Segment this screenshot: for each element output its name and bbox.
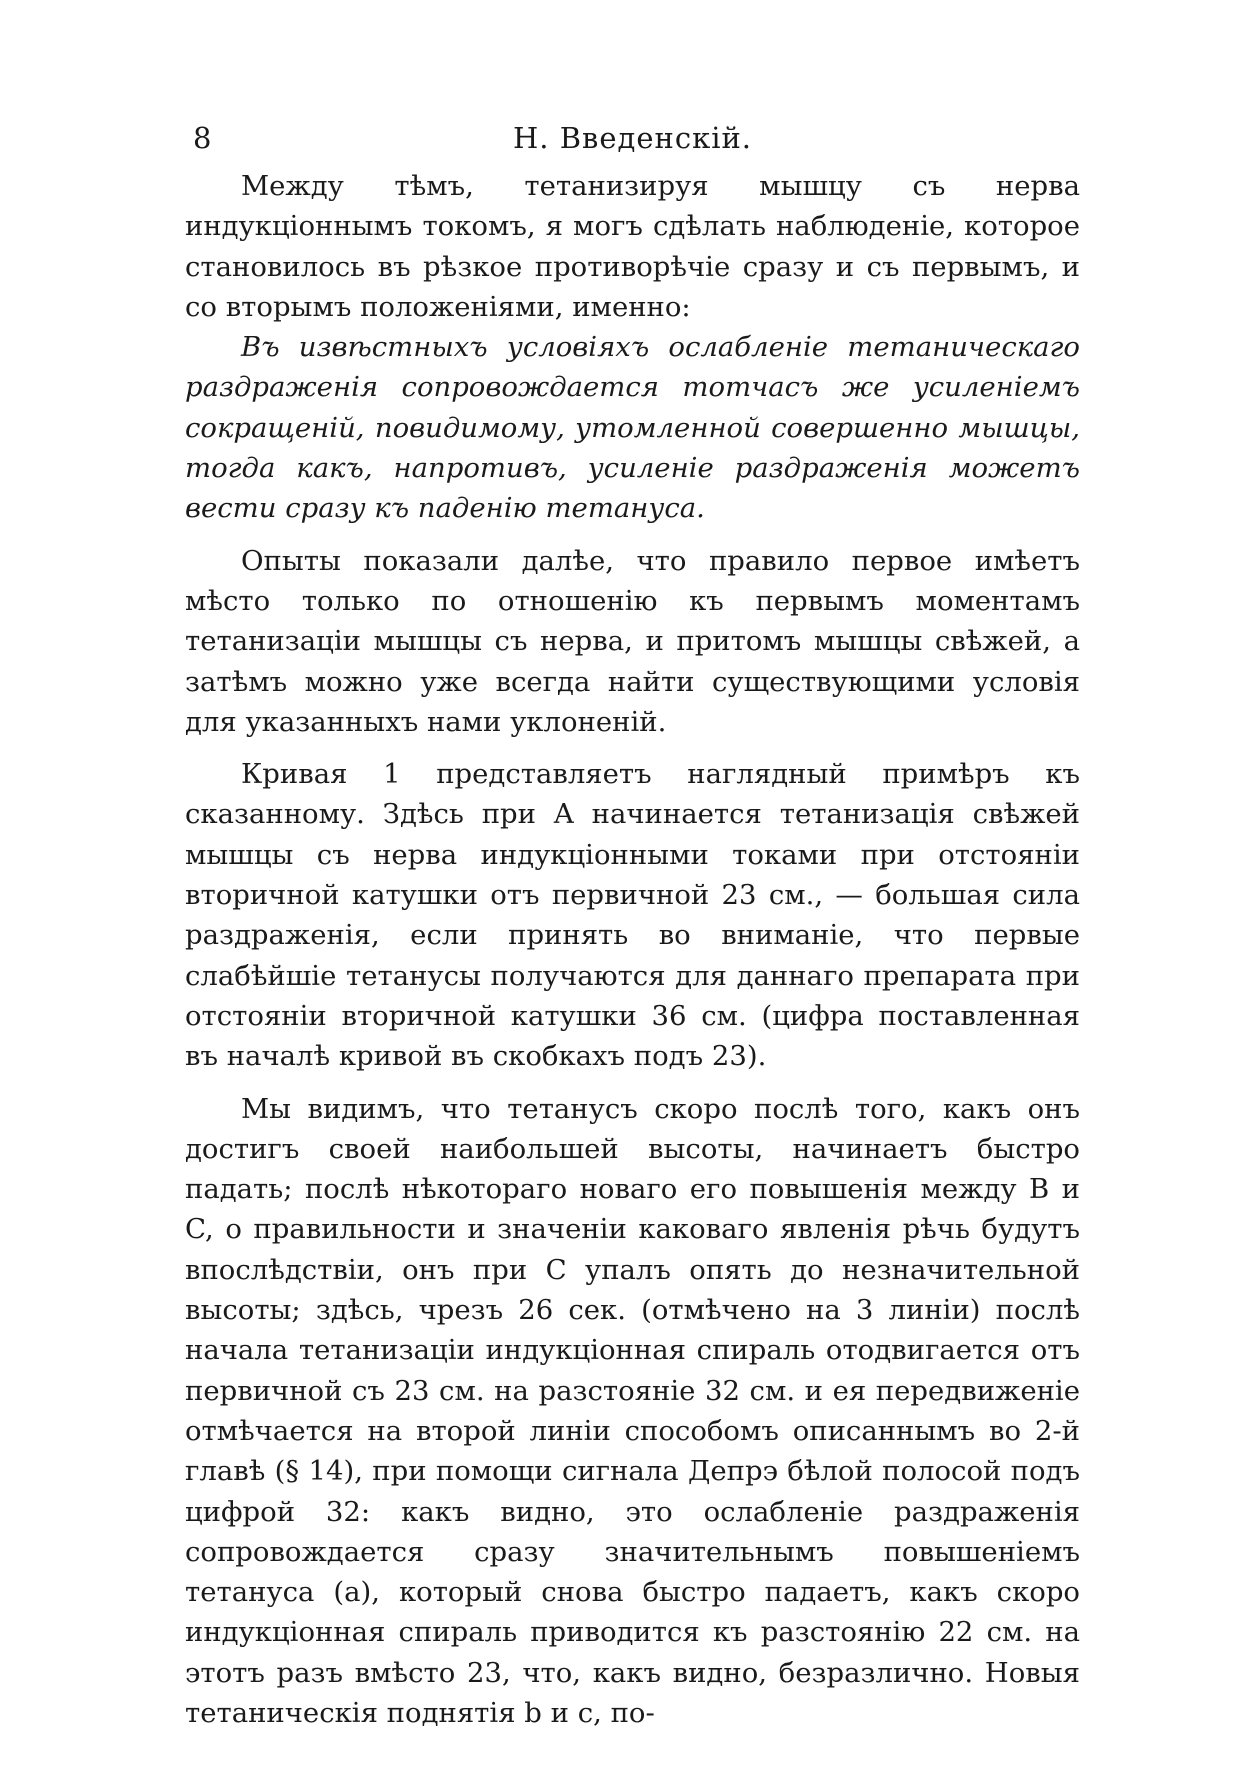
running-title: Н. Введенскій.: [512, 121, 753, 155]
paragraph-tetanus: [185, 1089, 1080, 1734]
paragraph-intro: [185, 166, 1080, 327]
page-header: [185, 110, 1080, 166]
paragraph-intro-text: Между тѣмъ, тетанизируя мышцу съ нерва индукціоннымъ токомъ, я могъ сдѣлать наблюденіе, которое становилось въ рѣзкое противорѣчіе сразу и съ первымъ, и со вторымъ положеніями, именно:: [185, 170, 1080, 323]
body-text: [185, 166, 1080, 1733]
page-number: 8: [193, 121, 212, 155]
paragraph-tetanus-text: Мы видимъ, что тетанусъ скоро послѣ того, какъ онъ достигъ своей наибольшей высоты, начинаетъ быстро падать; послѣ нѣкотораго новаго его повышенія между B и C, о правильности и значеніи каковаго явленія рѣчь будутъ впослѣдствіи, онъ при C упалъ опять до незначительной высоты; здѣсь, чрезъ 26 сек. (отмѣчено на 3 линіи) послѣ начала тетанизаціи индукціонная спираль отодвигается отъ первичной съ 23 см. на разстояніе 32 см. и ея передвиженіе отмѣчается на второй линіи способомъ описаннымъ во 2-й главѣ (§ 14), при помощи сигнала Депрэ бѣлой полосой подъ цифрой 32: какъ видно, это ослабленіе раздраженія сопровождается сразу значительнымъ повышеніемъ тетануса (a), который снова быстро падаетъ, какъ скоро индукціонная спираль приводится къ разстоянію 22 см. на этотъ разъ вмѣсто 23, что, какъ видно, безразлично. Новыя тетаническія поднятія b и c, по-: [185, 1092, 1080, 1729]
paragraph-curve-1-text: Кривая 1 представляетъ наглядный примѣръ къ сказанному. Здѣсь при A начинается тетанизація свѣжей мышцы съ нерва индукціонными токами при отстояніи вторичной катушки отъ первичной 23 см., — большая сила раздраженія, если принять во вниманіе, что первые слабѣйшіе тетанусы получаются для даннаго препарата при отстояніи вторичной катушки 36 см. (цифра поставленная въ началѣ кривой въ скобкахъ подъ 23).: [185, 758, 1080, 1073]
paragraph-italic-thesis: [185, 327, 1080, 528]
paragraph-curve-1: [185, 754, 1080, 1076]
paragraph-italic-thesis-text: Въ извѣстныхъ условіяхъ ослабленіе тетаническаго раздраженія сопровождается тотчасъ же усиленіемъ сокращеній, повидимому, утомленной совершенно мышцы, тогда какъ, напротивъ, усиленіе раздраженія можетъ вести сразу къ паденію тетануса.: [185, 331, 1080, 525]
paragraph-experiments-text: Опыты показали далѣе, что правило первое имѣетъ мѣсто только по отношенію къ первымъ моментамъ тетанизаціи мышцы съ нерва, и притомъ мышцы свѣжей, а затѣмъ можно уже всегда найти существующими условія для указанныхъ нами уклоненій.: [185, 544, 1080, 738]
paragraph-experiments: [185, 541, 1080, 742]
document-page: [185, 110, 1080, 1729]
